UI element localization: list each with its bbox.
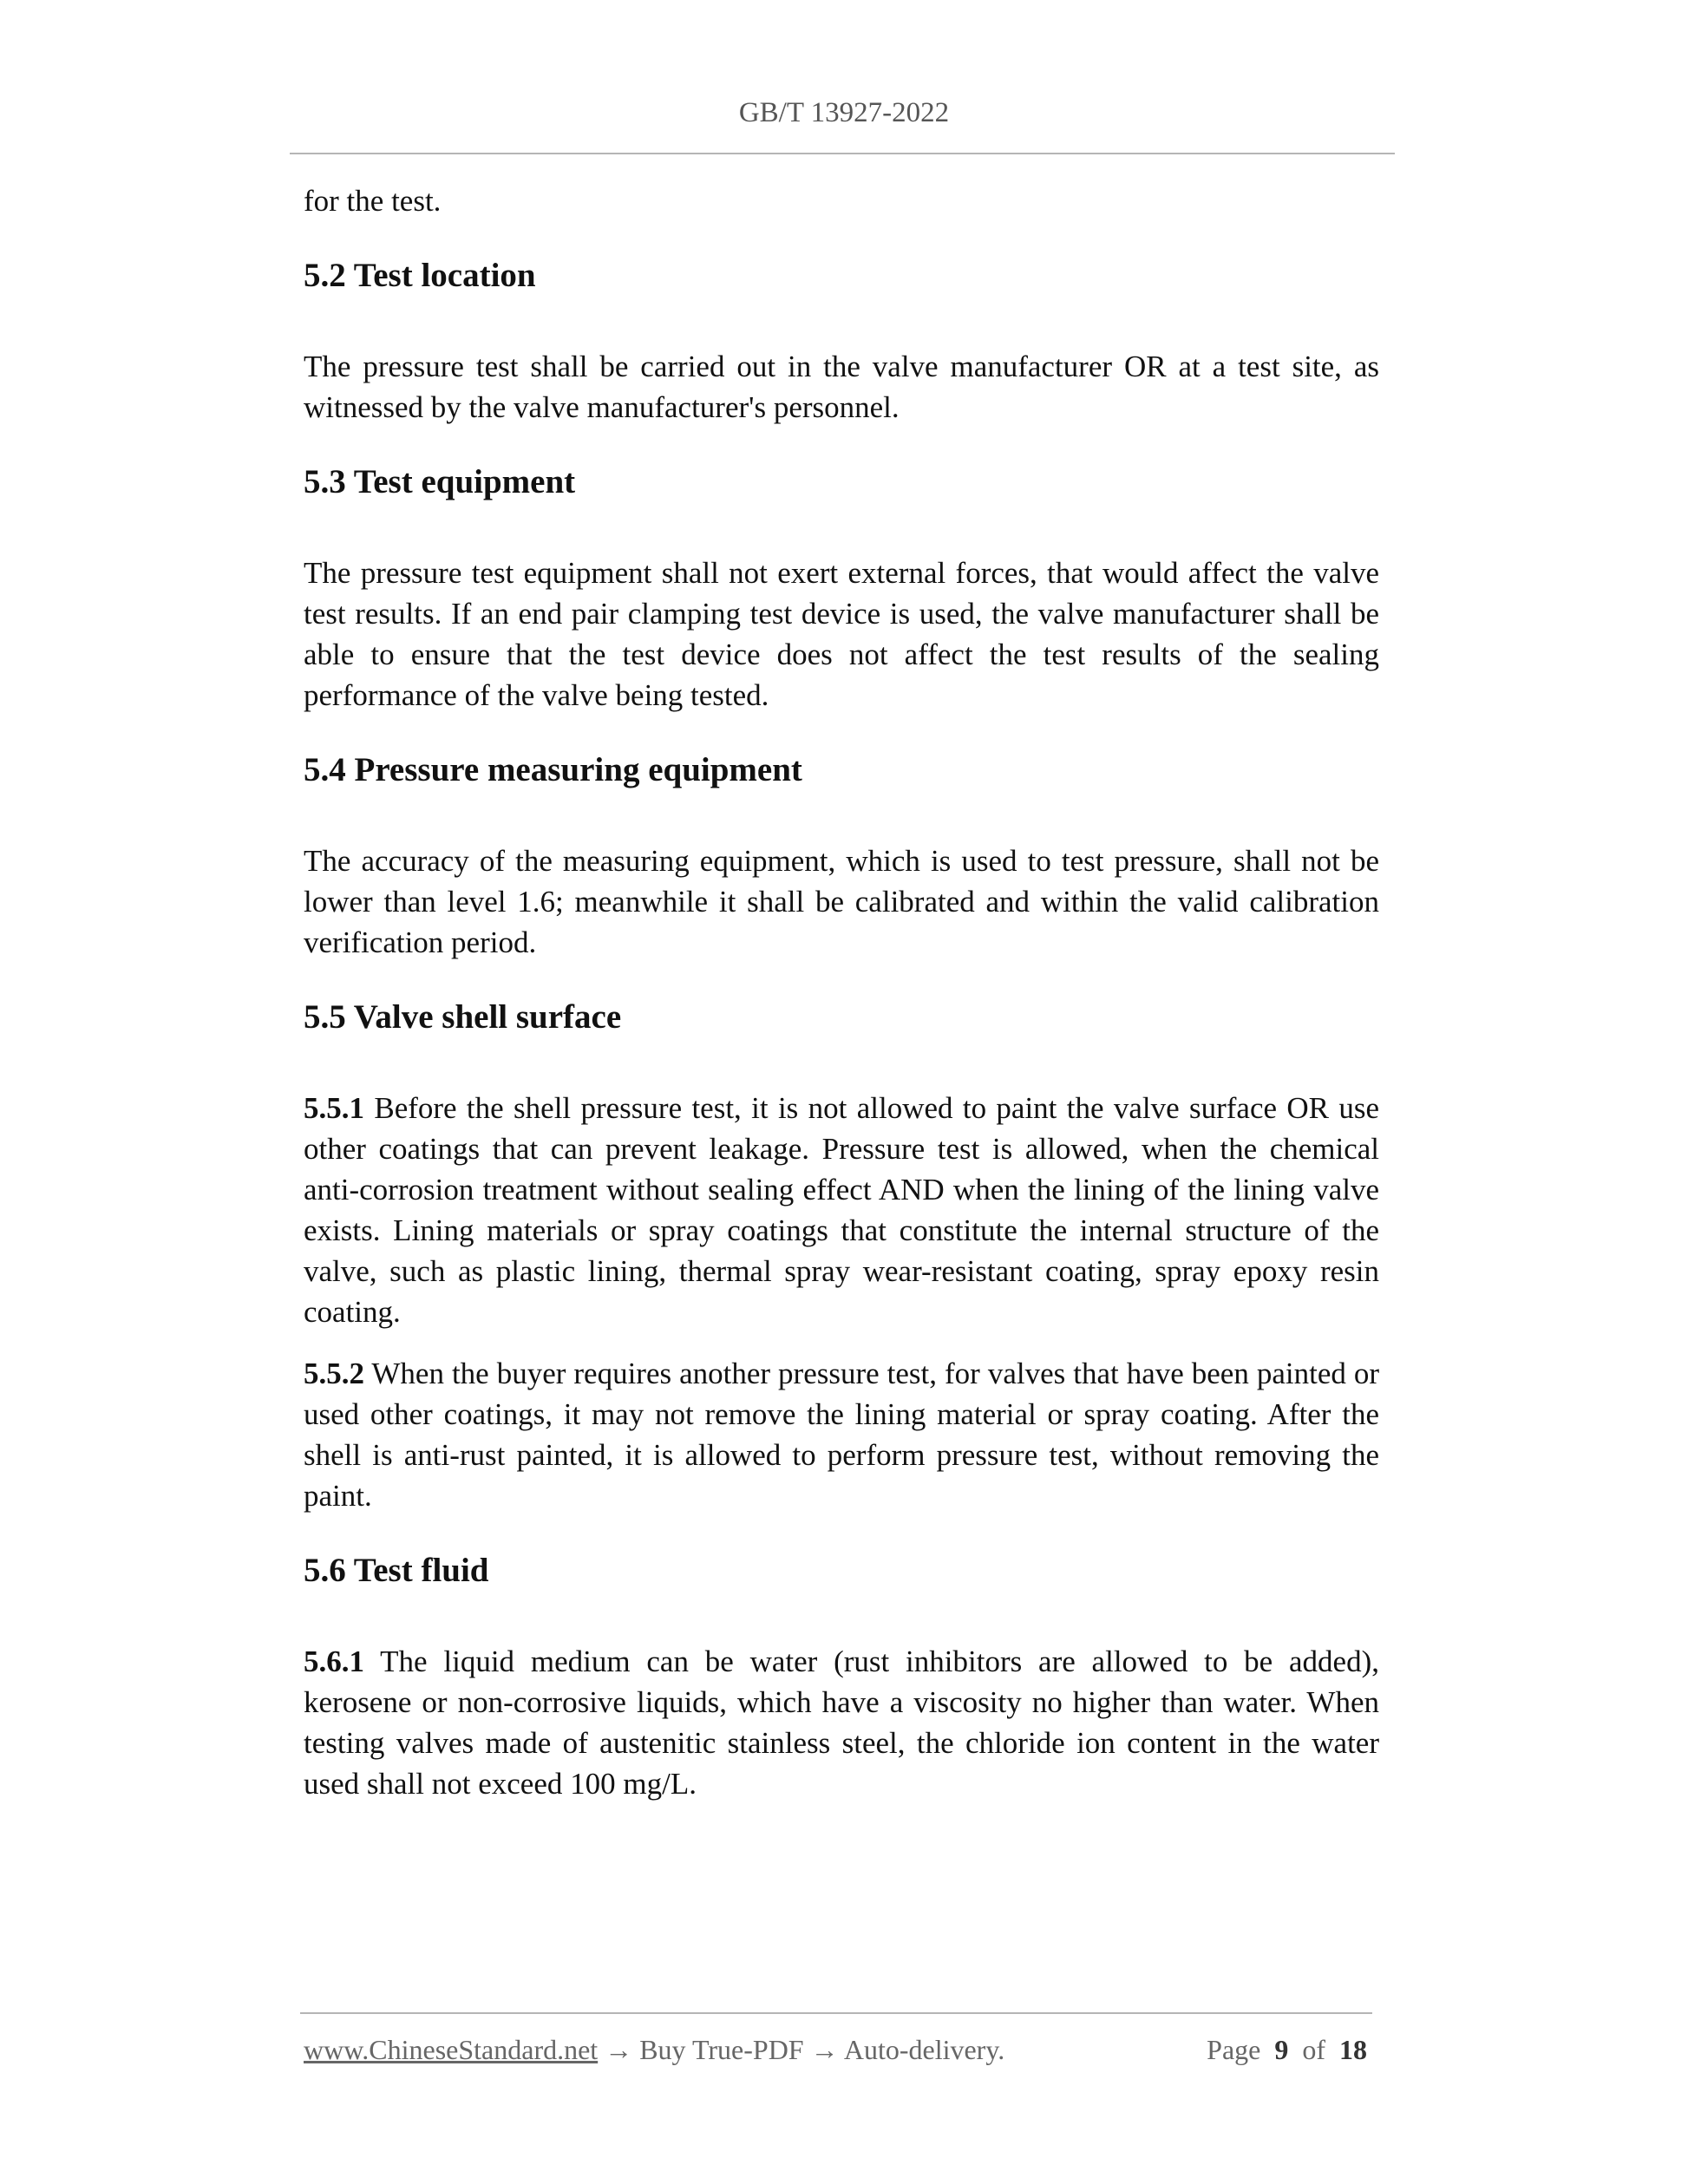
clause-5-6-1	[304, 1641, 1379, 1804]
arrow-right-icon: →	[605, 2034, 633, 2065]
clause-number: 5.5.2	[304, 1357, 364, 1390]
page-total: 18	[1339, 2034, 1367, 2065]
page-current: 9	[1274, 2034, 1289, 2065]
footer-promo	[304, 2031, 1004, 2068]
header-divider	[290, 153, 1395, 154]
arrow-right-icon: →	[810, 2034, 839, 2065]
section-heading-5-3: 5.3 Test equipment	[304, 463, 576, 500]
clause-5-5-2	[304, 1353, 1379, 1516]
clause-text: When the buyer requires another pressure test, for valves that have been painted or used other coatings, it may not remove the lining material or spray coating. After the shell is anti-rust painted, it is allowed to perform pressure test, without removing the paint.	[304, 1357, 1380, 1513]
section-paragraph-5-2: The pressure test shall be carried out in the valve manufacturer OR at a test site, as witnessed by the valve manufacturer's personnel.	[304, 350, 1379, 424]
page-footer	[304, 2031, 1367, 2068]
continuation-text: for the test.	[304, 184, 442, 218]
page-indicator	[1207, 2031, 1367, 2068]
page-of-label: of	[1302, 2034, 1325, 2065]
section-paragraph-5-3: The pressure test equipment shall not exert external forces, that would affect the valve test results. If an end pair clamping test device is used, the valve manufacturer shall be able to ensure that the test device does not affect the test results of the sealing performance of the valve being tested.	[304, 556, 1379, 712]
page-label: Page	[1207, 2034, 1261, 2065]
footer-divider	[300, 2012, 1372, 2014]
section-heading-5-6: 5.6 Test fluid	[304, 1552, 489, 1589]
clause-number: 5.6.1	[304, 1645, 364, 1678]
clause-number: 5.5.1	[304, 1091, 364, 1125]
document-body	[304, 180, 1379, 1804]
clause-text: The liquid medium can be water (rust inhibitors are allowed to be added), kerosene or non-corrosive liquids, which have a viscosity no higher than water. When testing valves made of austenitic stainless steel, the chloride ion content in the water used shall not exceed 100 mg/L.	[304, 1645, 1379, 1801]
website-link[interactable]: www.ChineseStandard.net	[304, 2034, 599, 2065]
section-heading-5-4: 5.4 Pressure measuring equipment	[304, 751, 802, 788]
clause-text: Before the shell pressure test, it is not allowed to paint the valve surface OR use other coatings that can prevent leakage. Pressure test is allowed, when the chemical anti-corrosion treatment without sealing effect AND when the lining of the lining valve exists. Lining materials or spray coatings that constitute the internal structure of the valve, such as plastic lining, thermal spray wear-resistant coating, spray epoxy resin coating.	[304, 1091, 1380, 1329]
document-header-title: GB/T 13927-2022	[738, 97, 950, 128]
auto-delivery-text: Auto-delivery.	[843, 2034, 1005, 2065]
section-heading-5-2: 5.2 Test location	[304, 257, 536, 294]
section-paragraph-5-4: The accuracy of the measuring equipment, which is used to test pressure, shall not be lower than level 1.6; meanwhile it shall be calibrated and within the valid calibration verification period.	[304, 844, 1379, 959]
buy-true-pdf-text: Buy True-PDF	[639, 2034, 804, 2065]
section-heading-5-5: 5.5 Valve shell surface	[304, 998, 622, 1036]
clause-5-5-1	[304, 1088, 1379, 1332]
